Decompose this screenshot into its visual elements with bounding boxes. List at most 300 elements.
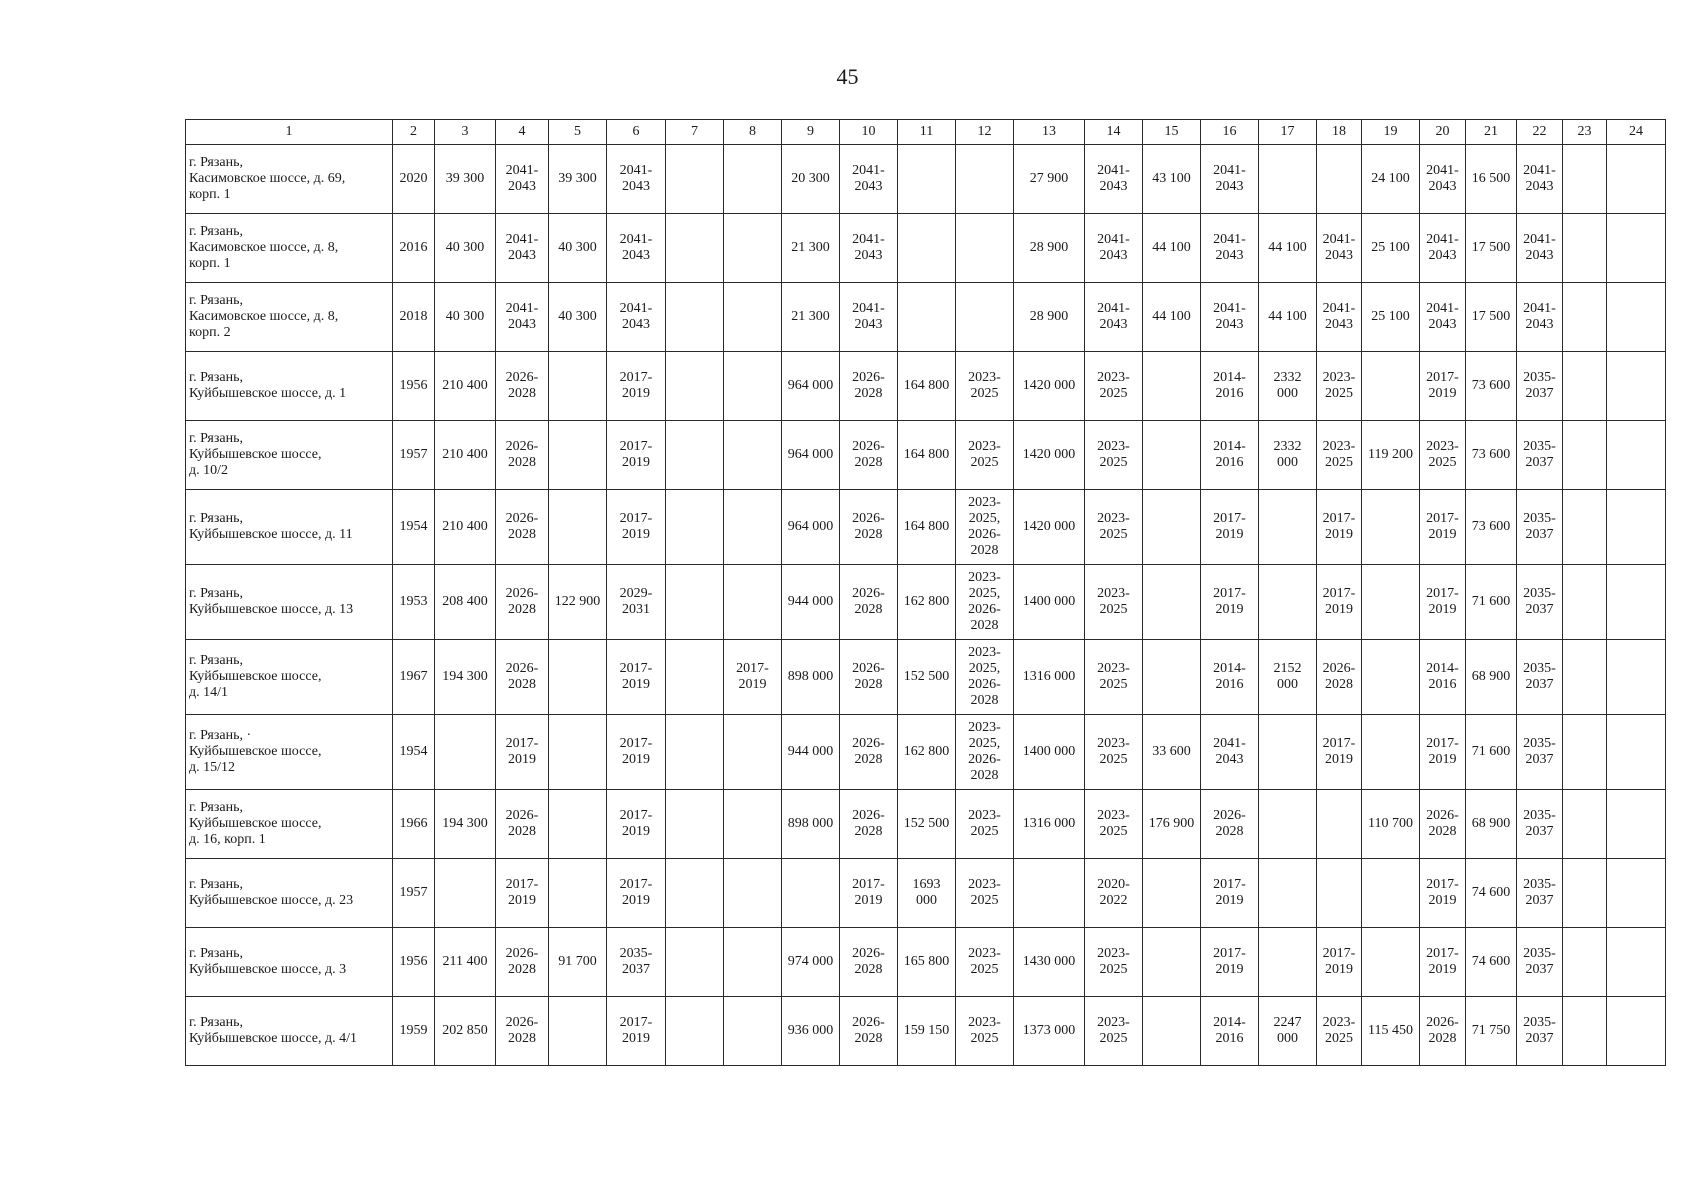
- table-cell-col-8: [724, 145, 782, 214]
- table-cell-col-3: 211 400: [435, 928, 496, 997]
- table-cell-col-21: 68 900: [1466, 790, 1517, 859]
- column-header-8: 8: [724, 120, 782, 145]
- table-cell-col-11: 162 800: [898, 715, 956, 790]
- table-cell-col-10: 2026- 2028: [840, 997, 898, 1066]
- table-cell-col-11: 152 500: [898, 640, 956, 715]
- table-cell-col-16: 2014- 2016: [1201, 997, 1259, 1066]
- table-cell-col-12: 2023- 2025: [956, 421, 1014, 490]
- table-cell-col-11: 164 800: [898, 421, 956, 490]
- table-cell-col-3: 210 400: [435, 352, 496, 421]
- table-cell-col-15: [1143, 565, 1201, 640]
- table-cell-col-15: 33 600: [1143, 715, 1201, 790]
- table-row: [186, 715, 1666, 790]
- table-cell-col-5: 40 300: [549, 214, 607, 283]
- table-cell-col-5: [549, 352, 607, 421]
- table-cell-col-12: 2023- 2025: [956, 997, 1014, 1066]
- table-cell-col-5: [549, 640, 607, 715]
- table-cell-col-12: 2023- 2025, 2026- 2028: [956, 715, 1014, 790]
- table-cell-col-6: 2017- 2019: [607, 640, 666, 715]
- table-cell-col-22: 2041- 2043: [1517, 214, 1563, 283]
- table-cell-col-15: [1143, 490, 1201, 565]
- address-cell: г. Рязань, Куйбышевское шоссе, д. 1: [186, 352, 393, 421]
- table-cell-col-2: 1966: [393, 790, 435, 859]
- table-cell-col-3: [435, 859, 496, 928]
- table-cell-col-8: [724, 859, 782, 928]
- table-cell-col-4: 2026- 2028: [496, 997, 549, 1066]
- table-cell-col-19: [1362, 928, 1420, 997]
- table-cell-col-16: 2017- 2019: [1201, 859, 1259, 928]
- table-cell-col-13: 27 900: [1014, 145, 1085, 214]
- table-cell-col-18: 2026- 2028: [1317, 640, 1362, 715]
- table-cell-col-16: 2017- 2019: [1201, 490, 1259, 565]
- table-cell-col-22: 2035- 2037: [1517, 640, 1563, 715]
- table-cell-col-24: [1607, 490, 1666, 565]
- column-header-19: 19: [1362, 120, 1420, 145]
- table-cell-col-17: 44 100: [1259, 214, 1317, 283]
- table-cell-col-17: 2152 000: [1259, 640, 1317, 715]
- column-header-21: 21: [1466, 120, 1517, 145]
- table-cell-col-19: 24 100: [1362, 145, 1420, 214]
- table-cell-col-4: 2026- 2028: [496, 928, 549, 997]
- table-cell-col-18: [1317, 790, 1362, 859]
- table-cell-col-23: [1563, 640, 1607, 715]
- table-cell-col-22: 2035- 2037: [1517, 490, 1563, 565]
- table-cell-col-4: 2026- 2028: [496, 565, 549, 640]
- table-cell-col-8: [724, 214, 782, 283]
- table-cell-col-20: 2017- 2019: [1420, 859, 1466, 928]
- address-cell: г. Рязань, Касимовское шоссе, д. 8, корп. 1: [186, 214, 393, 283]
- column-header-13: 13: [1014, 120, 1085, 145]
- table-cell-col-20: 2017- 2019: [1420, 565, 1466, 640]
- column-header-14: 14: [1085, 120, 1143, 145]
- column-header-24: 24: [1607, 120, 1666, 145]
- table-cell-col-8: [724, 565, 782, 640]
- table-row: [186, 859, 1666, 928]
- table-cell-col-20: 2026- 2028: [1420, 997, 1466, 1066]
- table-cell-col-5: [549, 421, 607, 490]
- table-cell-col-21: 71 600: [1466, 715, 1517, 790]
- column-header-11: 11: [898, 120, 956, 145]
- table-cell-col-10: 2041- 2043: [840, 214, 898, 283]
- table-cell-col-7: [666, 490, 724, 565]
- table-cell-col-14: 2023- 2025: [1085, 928, 1143, 997]
- table-cell-col-9: 21 300: [782, 214, 840, 283]
- table-cell-col-12: [956, 283, 1014, 352]
- table-cell-col-7: [666, 790, 724, 859]
- table-cell-col-6: 2035- 2037: [607, 928, 666, 997]
- table-cell-col-7: [666, 214, 724, 283]
- table-cell-col-13: 1420 000: [1014, 421, 1085, 490]
- table-cell-col-9: 936 000: [782, 997, 840, 1066]
- table-cell-col-5: [549, 997, 607, 1066]
- table-cell-col-20: 2026- 2028: [1420, 790, 1466, 859]
- table-cell-col-18: 2023- 2025: [1317, 997, 1362, 1066]
- table-cell-col-19: [1362, 352, 1420, 421]
- table-cell-col-12: 2023- 2025: [956, 790, 1014, 859]
- table-cell-col-17: [1259, 715, 1317, 790]
- table-cell-col-4: 2017- 2019: [496, 715, 549, 790]
- table-cell-col-19: 25 100: [1362, 283, 1420, 352]
- table-cell-col-21: 74 600: [1466, 859, 1517, 928]
- column-header-6: 6: [607, 120, 666, 145]
- table-cell-col-13: 1316 000: [1014, 790, 1085, 859]
- table-cell-col-2: 2018: [393, 283, 435, 352]
- table-row: [186, 145, 1666, 214]
- table-cell-col-8: [724, 928, 782, 997]
- table-cell-col-17: 2247 000: [1259, 997, 1317, 1066]
- table-cell-col-17: 44 100: [1259, 283, 1317, 352]
- table-cell-col-8: [724, 490, 782, 565]
- table-cell-col-22: 2035- 2037: [1517, 421, 1563, 490]
- table-cell-col-11: [898, 145, 956, 214]
- table-cell-col-11: 159 150: [898, 997, 956, 1066]
- table-cell-col-13: 28 900: [1014, 214, 1085, 283]
- table-cell-col-6: 2041- 2043: [607, 283, 666, 352]
- table-cell-col-24: [1607, 928, 1666, 997]
- table-cell-col-13: 1373 000: [1014, 997, 1085, 1066]
- table-row: [186, 928, 1666, 997]
- table-cell-col-24: [1607, 421, 1666, 490]
- address-cell: г. Рязань, Куйбышевское шоссе, д. 4/1: [186, 997, 393, 1066]
- table-cell-col-11: [898, 283, 956, 352]
- table-cell-col-20: 2041- 2043: [1420, 283, 1466, 352]
- table-cell-col-22: 2035- 2037: [1517, 715, 1563, 790]
- table-cell-col-6: 2041- 2043: [607, 214, 666, 283]
- table-cell-col-20: 2017- 2019: [1420, 490, 1466, 565]
- table-cell-col-16: 2017- 2019: [1201, 565, 1259, 640]
- column-header-2: 2: [393, 120, 435, 145]
- table-cell-col-2: 1957: [393, 859, 435, 928]
- column-header-20: 20: [1420, 120, 1466, 145]
- table-cell-col-16: 2041- 2043: [1201, 214, 1259, 283]
- table-cell-col-4: 2041- 2043: [496, 145, 549, 214]
- address-cell: г. Рязань, Куйбышевское шоссе, д. 14/1: [186, 640, 393, 715]
- table-cell-col-2: 2016: [393, 214, 435, 283]
- table-cell-col-21: 71 750: [1466, 997, 1517, 1066]
- data-table: [185, 119, 1666, 1066]
- table-cell-col-7: [666, 352, 724, 421]
- table-cell-col-9: 944 000: [782, 565, 840, 640]
- column-header-23: 23: [1563, 120, 1607, 145]
- column-header-3: 3: [435, 120, 496, 145]
- address-cell: г. Рязань, Касимовское шоссе, д. 69, корп. 1: [186, 145, 393, 214]
- column-header-22: 22: [1517, 120, 1563, 145]
- table-cell-col-19: [1362, 859, 1420, 928]
- table-cell-col-22: 2041- 2043: [1517, 283, 1563, 352]
- table-cell-col-12: 2023- 2025, 2026- 2028: [956, 565, 1014, 640]
- table-cell-col-10: 2026- 2028: [840, 490, 898, 565]
- table-cell-col-17: [1259, 790, 1317, 859]
- table-cell-col-22: 2041- 2043: [1517, 145, 1563, 214]
- table-cell-col-21: 74 600: [1466, 928, 1517, 997]
- table-cell-col-10: 2026- 2028: [840, 565, 898, 640]
- table-cell-col-13: 1316 000: [1014, 640, 1085, 715]
- table-cell-col-12: 2023- 2025: [956, 352, 1014, 421]
- column-header-5: 5: [549, 120, 607, 145]
- table-cell-col-4: 2017- 2019: [496, 859, 549, 928]
- table-cell-col-14: 2041- 2043: [1085, 283, 1143, 352]
- table-cell-col-10: 2041- 2043: [840, 283, 898, 352]
- table-cell-col-14: 2023- 2025: [1085, 715, 1143, 790]
- table-cell-col-15: [1143, 352, 1201, 421]
- table-cell-col-18: 2023- 2025: [1317, 352, 1362, 421]
- table-cell-col-10: 2026- 2028: [840, 352, 898, 421]
- table-cell-col-15: 43 100: [1143, 145, 1201, 214]
- table-cell-col-7: [666, 997, 724, 1066]
- table-cell-col-7: [666, 565, 724, 640]
- table-cell-col-13: [1014, 859, 1085, 928]
- table-cell-col-14: 2023- 2025: [1085, 490, 1143, 565]
- table-cell-col-22: 2035- 2037: [1517, 928, 1563, 997]
- column-header-10: 10: [840, 120, 898, 145]
- table-cell-col-9: 974 000: [782, 928, 840, 997]
- table-cell-col-9: 20 300: [782, 145, 840, 214]
- table-cell-col-8: [724, 997, 782, 1066]
- table-cell-col-13: 1420 000: [1014, 352, 1085, 421]
- table-cell-col-2: 1954: [393, 490, 435, 565]
- table-cell-col-2: 1953: [393, 565, 435, 640]
- table-cell-col-11: 165 800: [898, 928, 956, 997]
- table-row: [186, 565, 1666, 640]
- table-cell-col-24: [1607, 715, 1666, 790]
- table-cell-col-24: [1607, 565, 1666, 640]
- table-cell-col-3: 40 300: [435, 283, 496, 352]
- table-cell-col-19: 25 100: [1362, 214, 1420, 283]
- table-cell-col-19: [1362, 715, 1420, 790]
- table-cell-col-12: 2023- 2025: [956, 928, 1014, 997]
- table-cell-col-9: 964 000: [782, 490, 840, 565]
- table-cell-col-5: [549, 859, 607, 928]
- table-cell-col-8: [724, 715, 782, 790]
- column-header-16: 16: [1201, 120, 1259, 145]
- column-header-1: 1: [186, 120, 393, 145]
- table-cell-col-4: 2026- 2028: [496, 640, 549, 715]
- table-cell-col-9: 898 000: [782, 640, 840, 715]
- table-cell-col-6: 2017- 2019: [607, 790, 666, 859]
- table-cell-col-22: 2035- 2037: [1517, 565, 1563, 640]
- table-cell-col-17: [1259, 490, 1317, 565]
- table-row: [186, 421, 1666, 490]
- table-cell-col-15: [1143, 640, 1201, 715]
- table-cell-col-13: 28 900: [1014, 283, 1085, 352]
- table-cell-col-2: 1967: [393, 640, 435, 715]
- table-cell-col-23: [1563, 145, 1607, 214]
- address-cell: г. Рязань, Куйбышевское шоссе, д. 10/2: [186, 421, 393, 490]
- table-cell-col-14: 2041- 2043: [1085, 145, 1143, 214]
- table-cell-col-6: 2017- 2019: [607, 859, 666, 928]
- table-cell-col-20: 2017- 2019: [1420, 715, 1466, 790]
- table-cell-col-22: 2035- 2037: [1517, 859, 1563, 928]
- table-cell-col-10: 2017- 2019: [840, 859, 898, 928]
- table-cell-col-8: [724, 421, 782, 490]
- table-cell-col-7: [666, 145, 724, 214]
- table-cell-col-12: 2023- 2025, 2026- 2028: [956, 640, 1014, 715]
- table-cell-col-24: [1607, 214, 1666, 283]
- table-cell-col-16: 2041- 2043: [1201, 715, 1259, 790]
- table-cell-col-7: [666, 928, 724, 997]
- table-cell-col-2: 1956: [393, 928, 435, 997]
- table-cell-col-4: 2041- 2043: [496, 283, 549, 352]
- table-cell-col-17: [1259, 565, 1317, 640]
- table-cell-col-20: 2041- 2043: [1420, 145, 1466, 214]
- table-cell-col-11: 152 500: [898, 790, 956, 859]
- table-cell-col-18: 2017- 2019: [1317, 715, 1362, 790]
- table-cell-col-9: 898 000: [782, 790, 840, 859]
- table-cell-col-19: 115 450: [1362, 997, 1420, 1066]
- address-cell: г. Рязань, Куйбышевское шоссе, д. 13: [186, 565, 393, 640]
- table-cell-col-18: 2017- 2019: [1317, 490, 1362, 565]
- table-cell-col-20: 2023- 2025: [1420, 421, 1466, 490]
- table-cell-col-6: 2029- 2031: [607, 565, 666, 640]
- column-header-15: 15: [1143, 120, 1201, 145]
- table-cell-col-21: 68 900: [1466, 640, 1517, 715]
- table-cell-col-24: [1607, 997, 1666, 1066]
- table-cell-col-22: 2035- 2037: [1517, 790, 1563, 859]
- table-cell-col-20: 2017- 2019: [1420, 928, 1466, 997]
- table-cell-col-16: 2014- 2016: [1201, 640, 1259, 715]
- table-cell-col-4: 2026- 2028: [496, 352, 549, 421]
- table-cell-col-2: 1954: [393, 715, 435, 790]
- address-cell: г. Рязань, Куйбышевское шоссе, д. 23: [186, 859, 393, 928]
- table-cell-col-6: 2017- 2019: [607, 715, 666, 790]
- table-cell-col-9: 944 000: [782, 715, 840, 790]
- table-cell-col-23: [1563, 490, 1607, 565]
- table-cell-col-20: 2014- 2016: [1420, 640, 1466, 715]
- address-cell: г. Рязань, Куйбышевское шоссе, д. 16, корп. 1: [186, 790, 393, 859]
- table-cell-col-6: 2017- 2019: [607, 352, 666, 421]
- table-cell-col-13: 1400 000: [1014, 715, 1085, 790]
- table-cell-col-8: [724, 790, 782, 859]
- table-cell-col-15: 176 900: [1143, 790, 1201, 859]
- table-cell-col-17: 2332 000: [1259, 352, 1317, 421]
- table-cell-col-19: [1362, 490, 1420, 565]
- table-cell-col-5: 40 300: [549, 283, 607, 352]
- table-cell-col-23: [1563, 565, 1607, 640]
- table-cell-col-14: 2023- 2025: [1085, 640, 1143, 715]
- table-cell-col-7: [666, 859, 724, 928]
- table-cell-col-3: 40 300: [435, 214, 496, 283]
- table-cell-col-13: 1400 000: [1014, 565, 1085, 640]
- page-number: 45: [836, 64, 859, 89]
- table-cell-col-7: [666, 640, 724, 715]
- table-cell-col-24: [1607, 145, 1666, 214]
- table-cell-col-6: 2017- 2019: [607, 490, 666, 565]
- table-cell-col-4: 2026- 2028: [496, 421, 549, 490]
- table-cell-col-20: 2041- 2043: [1420, 214, 1466, 283]
- table-cell-col-19: [1362, 565, 1420, 640]
- table-cell-col-5: [549, 490, 607, 565]
- table-cell-col-22: 2035- 2037: [1517, 352, 1563, 421]
- table-row: [186, 790, 1666, 859]
- table-cell-col-16: 2014- 2016: [1201, 421, 1259, 490]
- table-cell-col-10: 2026- 2028: [840, 421, 898, 490]
- table-cell-col-3: 202 850: [435, 997, 496, 1066]
- table-cell-col-7: [666, 421, 724, 490]
- table-cell-col-14: 2023- 2025: [1085, 997, 1143, 1066]
- table-cell-col-9: 21 300: [782, 283, 840, 352]
- table-cell-col-14: 2041- 2043: [1085, 214, 1143, 283]
- table-cell-col-5: [549, 715, 607, 790]
- address-cell: г. Рязань, Касимовское шоссе, д. 8, корп. 2: [186, 283, 393, 352]
- table-cell-col-18: 2017- 2019: [1317, 565, 1362, 640]
- table-cell-col-13: 1430 000: [1014, 928, 1085, 997]
- column-header-18: 18: [1317, 120, 1362, 145]
- table-cell-col-23: [1563, 859, 1607, 928]
- column-header-4: 4: [496, 120, 549, 145]
- table-cell-col-15: [1143, 997, 1201, 1066]
- table-cell-col-14: 2023- 2025: [1085, 421, 1143, 490]
- table-cell-col-2: 2020: [393, 145, 435, 214]
- table-cell-col-21: 17 500: [1466, 214, 1517, 283]
- table-cell-col-2: 1959: [393, 997, 435, 1066]
- table-cell-col-9: [782, 859, 840, 928]
- table-cell-col-12: 2023- 2025: [956, 859, 1014, 928]
- table-cell-col-12: [956, 214, 1014, 283]
- table-cell-col-10: 2026- 2028: [840, 640, 898, 715]
- table-cell-col-17: [1259, 145, 1317, 214]
- table-cell-col-8: [724, 352, 782, 421]
- table-cell-col-16: 2017- 2019: [1201, 928, 1259, 997]
- table-row: [186, 214, 1666, 283]
- table-cell-col-2: 1957: [393, 421, 435, 490]
- table-cell-col-21: 73 600: [1466, 490, 1517, 565]
- table-cell-col-14: 2020- 2022: [1085, 859, 1143, 928]
- table-cell-col-23: [1563, 790, 1607, 859]
- table-cell-col-23: [1563, 997, 1607, 1066]
- table-cell-col-11: 162 800: [898, 565, 956, 640]
- table-cell-col-11: 1693 000: [898, 859, 956, 928]
- table-cell-col-12: [956, 145, 1014, 214]
- table-cell-col-19: [1362, 640, 1420, 715]
- table-cell-col-8: [724, 283, 782, 352]
- table-cell-col-15: 44 100: [1143, 214, 1201, 283]
- address-cell: г. Рязань, Куйбышевское шоссе, д. 3: [186, 928, 393, 997]
- table-cell-col-6: 2017- 2019: [607, 421, 666, 490]
- table-cell-col-14: 2023- 2025: [1085, 565, 1143, 640]
- table-cell-col-3: 210 400: [435, 490, 496, 565]
- table-cell-col-21: 71 600: [1466, 565, 1517, 640]
- table-cell-col-24: [1607, 859, 1666, 928]
- table-cell-col-16: 2014- 2016: [1201, 352, 1259, 421]
- table-cell-col-18: 2041- 2043: [1317, 214, 1362, 283]
- table-cell-col-15: [1143, 928, 1201, 997]
- table-cell-col-14: 2023- 2025: [1085, 352, 1143, 421]
- table-cell-col-17: [1259, 928, 1317, 997]
- table-cell-col-19: 119 200: [1362, 421, 1420, 490]
- table-cell-col-15: [1143, 859, 1201, 928]
- table-cell-col-15: [1143, 421, 1201, 490]
- table-cell-col-3: [435, 715, 496, 790]
- table-row: [186, 997, 1666, 1066]
- table-cell-col-4: 2026- 2028: [496, 490, 549, 565]
- table-cell-col-11: [898, 214, 956, 283]
- table-cell-col-5: 91 700: [549, 928, 607, 997]
- table-row: [186, 490, 1666, 565]
- table-cell-col-17: 2332 000: [1259, 421, 1317, 490]
- table-cell-col-11: 164 800: [898, 490, 956, 565]
- table-cell-col-5: [549, 790, 607, 859]
- table-cell-col-16: 2041- 2043: [1201, 145, 1259, 214]
- table-cell-col-14: 2023- 2025: [1085, 790, 1143, 859]
- table-cell-col-24: [1607, 640, 1666, 715]
- column-header-17: 17: [1259, 120, 1317, 145]
- table-cell-col-23: [1563, 214, 1607, 283]
- table-cell-col-22: 2035- 2037: [1517, 997, 1563, 1066]
- table-cell-col-5: 122 900: [549, 565, 607, 640]
- table-cell-col-18: 2017- 2019: [1317, 928, 1362, 997]
- table-cell-col-7: [666, 283, 724, 352]
- table-cell-col-20: 2017- 2019: [1420, 352, 1466, 421]
